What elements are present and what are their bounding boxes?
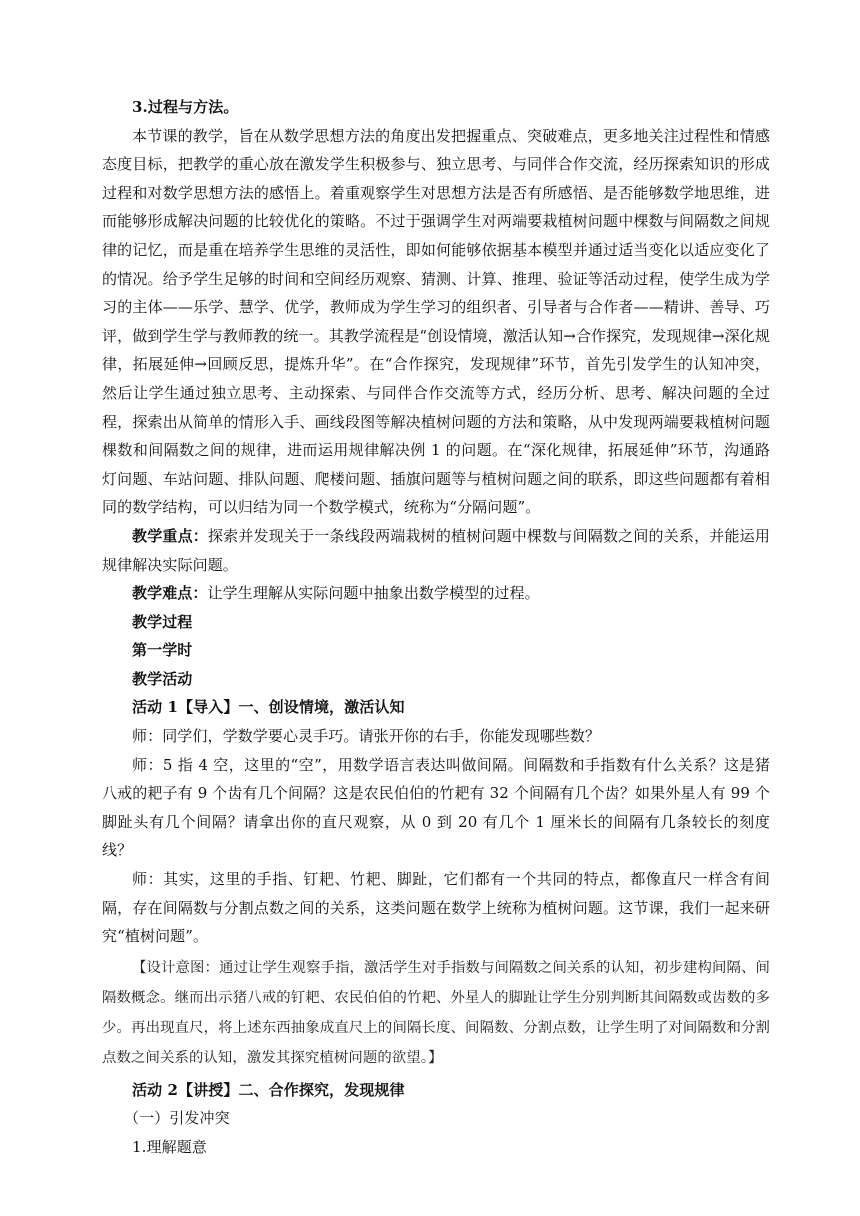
key-point-paragraph — [102, 522, 770, 579]
activity2-item1: 1.理解题意 — [132, 1138, 207, 1156]
document-body — [102, 93, 770, 1162]
activity2-heading: 活动 2【讲授】二、合作探究，发现规律 — [132, 1080, 405, 1099]
key-point-label: 教学重点： — [132, 526, 208, 545]
key-point-text: 探索并发现关于一条线段两端栽树的植树问题中棵数与间隔数之间的关系，并能运用规律解决实际问题。 — [102, 526, 770, 574]
difficulty-label: 教学难点： — [132, 584, 208, 603]
activity1-heading: 活动 1【导入】一、创设情境，激活认知 — [132, 698, 405, 717]
process-method-paragraph: 本节课的教学，旨在从数学思想方法的角度出发把握重点、突破难点，更多地关注过程性和情感态度目标，把教学的重心放在激发学生积极参与、独立思考、与同伴合作交流，经历探索知识的形成过程和对数学思想方法的感悟上。着重观察学生对思想方法是否有所感悟、是否能够数学地思维，进而能够形成解决问题的比较优化的策略。不过于强调学生对两端要栽植树问题中棵数与间隔数之间规律的记忆，而是重在培养学生思维的灵活性，即如何能够依据基本模型并通过适当变化以适应变化了的情况。给予学生足够的时间和空间经历观察、猜测、计算、推理、验证等活动过程，使学生成为学习的主体——乐学、慧学、优学，教师成为学生学习的组织者、引导者与合作者——精讲、善导、巧评，做到学生学与教师教的统一。其教学流程是“创设情境，激活认知→合作探究，发现规律→深化规律，拓展延伸→回顾反思，提炼升华”。在“合作探究，发现规律”环节，首先引发学生的认知冲突，然后让学生通过独立思考、主动探索、与同伴合作交流等方式，经历分析、思考、解决问题的全过程，探索出从简单的情形入手、画线段图等解决植树问题的方法和策略，从中发现两端要栽植树问题棵数和间隔数之间的规律，进而运用规律解决例 1 的问题。在“深化规律，拓展延伸”环节，沟通路灯问题、车站问题、排队问题、爬楼问题、插旗问题等与植树问题之间的联系，即这些问题都有着相同的数学结构，可以归结为同一个数学模式，统称为“分隔问题”。 — [102, 126, 770, 517]
teaching-activities-heading: 教学活动 — [132, 669, 193, 688]
difficulty-paragraph — [102, 579, 770, 608]
teaching-process-heading: 教学过程 — [132, 612, 193, 631]
section-heading: 3.过程与方法。 — [132, 98, 239, 116]
first-lesson-heading: 第一学时 — [132, 641, 193, 660]
activity2-subheading: （一）引发冲突 — [124, 1109, 230, 1128]
activity1-line1: 师：同学们，学数学要心灵手巧。请张开你的右手，你能发现哪些数？ — [132, 727, 601, 746]
design-intent-note: 【设计意图：通过让学生观察手指，激活学生对手指数与间隔数之间关系的认知，初步建构间隔、间隔数概念。继而出示猪八戒的钉耙、农民伯伯的竹耙、外星人的脚趾让学生分别判断其间隔数或齿数的多少。再出现直尺，将上述东西抽象成直尺上的间隔长度、间隔数、分割点数，让学生明了对间隔数和分割点数之间关系的认知，激发其探究植树问题的欲望。】 — [102, 959, 770, 1066]
difficulty-text: 让学生理解从实际问题中抽象出数学模型的过程。 — [207, 584, 540, 603]
activity1-line2: 师：5 指 4 空，这里的“空”，用数学语言表达叫做间隔。间隔数和手指数有什么关系？这是猪八戒的耙子有 9 个齿有几个间隔？这是农民伯伯的竹耙有 32 个间隔有几个齿？如果外星人有 99 个脚趾头有几个间隔？请拿出你的直尺观察，从 0 到 20 有几个 1 厘米长的间隔有几条较长的刻度线？ — [102, 755, 770, 860]
activity1-line3: 师：其实，这里的手指、钉耙、竹耙、脚趾，它们都有一个共同的特点，都像直尺一样含有间隔，存在间隔数与分割点数之间的关系，这类问题在数学上统称为植树问题。这节课，我们一起来研究“植树问题”。 — [102, 870, 770, 946]
